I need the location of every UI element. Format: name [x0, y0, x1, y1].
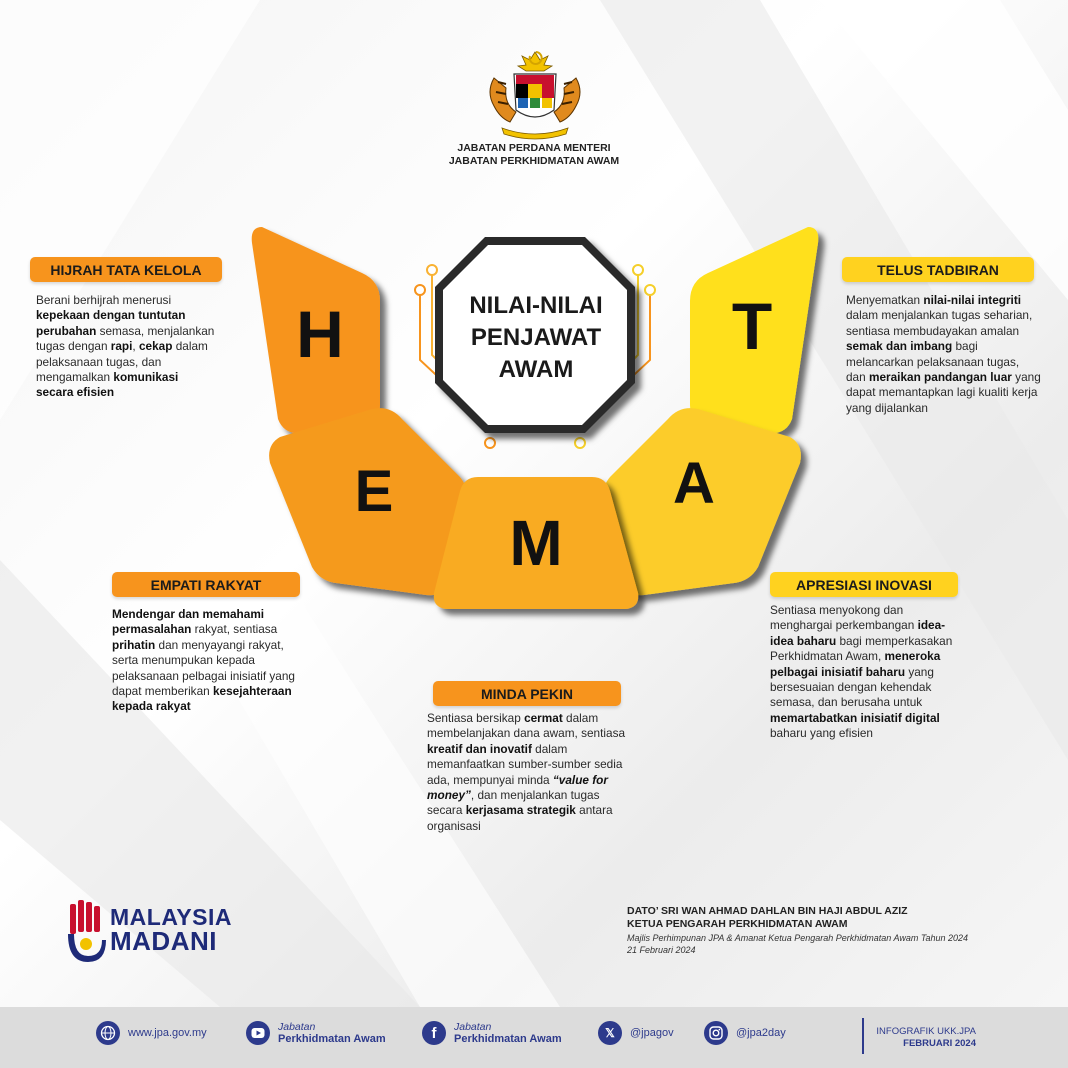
- label-apresiasi-inovasi: APRESIASI INOVASI: [770, 572, 958, 597]
- logo-line-1: MALAYSIA: [110, 904, 232, 930]
- letter-m: M: [509, 507, 563, 579]
- footer-website-link[interactable]: [96, 1021, 207, 1045]
- desc-minda-pekin: Sentiasa bersikap cermat dalam membelanjakan dana awam, sentiasa kreatif dan inovatif dalam memanfaatkan sumber-sumber sedia ada, mempunyai minda “value for money”, dan menjalankan tugas secara kerjasama strategik antara organisasi: [427, 711, 626, 833]
- footer-website-text: www.jpa.gov.my: [128, 1027, 207, 1039]
- footer-instagram-handle: @jpa2day: [736, 1027, 786, 1039]
- letter-a: A: [673, 451, 715, 516]
- footer-facebook-small: Jabatan: [454, 1021, 492, 1033]
- footer-facebook-strong: Perkhidmatan Awam: [454, 1033, 562, 1045]
- desc-empati-rakyat: Mendengar dan memahami permasalahan rakyat, sentiasa prihatin dan menyayangi rakyat, serta menumpukan kepada pelaksanaan pelbagai inisiatif yang dapat memberikan kesejahteraan kepada rakyat: [112, 607, 295, 714]
- label-minda-pekin: MINDA PEKIN: [433, 681, 621, 706]
- x-icon: 𝕏: [598, 1021, 622, 1045]
- letter-t: T: [731, 289, 773, 363]
- agency-line-1: JABATAN PERDANA MENTERI: [457, 142, 611, 154]
- logo-line-2: MADANI: [110, 926, 217, 956]
- agency-line-2: JABATAN PERKHIDMATAN AWAM: [448, 155, 620, 167]
- facebook-icon: f: [422, 1021, 446, 1045]
- malaysia-madani-logo-icon: [64, 900, 110, 966]
- footer-instagram-link[interactable]: [704, 1021, 786, 1045]
- center-title-line-3: AWAM: [498, 356, 574, 383]
- coat-of-arms-emblem: [480, 48, 590, 140]
- footer-x-link[interactable]: [598, 1021, 674, 1045]
- agency-name: [400, 142, 668, 168]
- signature-name: DATO’ SRI WAN AHMAD DAHLAN BIN HAJI ABDUL AZIZ: [627, 905, 908, 917]
- label-telus-tadbiran: TELUS TADBIRAN: [842, 257, 1034, 282]
- signature-block: [627, 905, 908, 931]
- footer-youtube-link[interactable]: [246, 1021, 386, 1045]
- signature-event: Majlis Perhimpunan JPA & Amanat Ketua Pengarah Perkhidmatan Awam Tahun 2024: [627, 933, 969, 943]
- hemat-diagram: [240, 215, 840, 625]
- footer-youtube-small: Jabatan: [278, 1021, 316, 1033]
- footer-youtube-strong: Perkhidmatan Awam: [278, 1033, 386, 1045]
- footer-infografik: [872, 1026, 976, 1050]
- letter-h: H: [296, 297, 344, 371]
- label-empati-rakyat: EMPATI RAKYAT: [112, 572, 300, 597]
- center-title-line-1: NILAI-NILAI: [469, 292, 603, 319]
- letter-e: E: [354, 459, 394, 524]
- footer-facebook-link[interactable]: [422, 1021, 562, 1045]
- signature-date: 21 Februari 2024: [627, 945, 696, 955]
- footer-divider: [862, 1018, 864, 1054]
- footer-x-handle: @jpagov: [630, 1027, 674, 1039]
- desc-hijrah-tata-kelola: Berani berhijrah menerusi kepekaan dengan tuntutan perubahan semasa, menjalankan tugas dengan rapi, cekap dalam pelaksanaan tugas, dan mengamalkan komunikasi secara efisien: [36, 293, 215, 400]
- footer-month: FEBRUARI 2024: [903, 1038, 976, 1049]
- globe-icon: [96, 1021, 120, 1045]
- desc-telus-tadbiran: Menyematkan nilai-nilai integriti dalam menjalankan tugas seharian, sentiasa membudayakan amalan semak dan imbang bagi melancarkan pelaksanaan tugas, dan meraikan pandangan luar yang dapat memantapkan lagi kualiti kerja yang dijalankan: [846, 293, 1041, 415]
- signature-note: [627, 932, 968, 956]
- malaysia-madani-wordmark: [110, 904, 232, 956]
- desc-apresiasi-inovasi: Sentiasa menyokong dan menghargai perkembangan idea-idea baharu bagi memperkasakan Perkhidmatan Awam, meneroka pelbagai inisiatif baharu yang bersesuaian dengan kehendak semasa, dan berusaha untuk memartabatkan inisiatif digital baharu yang efisien: [770, 603, 953, 741]
- label-hijrah-tata-kelola: HIJRAH TATA KELOLA: [30, 257, 222, 282]
- youtube-icon: [246, 1021, 270, 1045]
- signature-title: KETUA PENGARAH PERKHIDMATAN AWAM: [627, 918, 848, 930]
- footer-infografik-label: INFOGRAFIK UKK.JPA: [876, 1026, 976, 1037]
- instagram-icon: [704, 1021, 728, 1045]
- center-title-line-2: PENJAWAT: [470, 324, 602, 351]
